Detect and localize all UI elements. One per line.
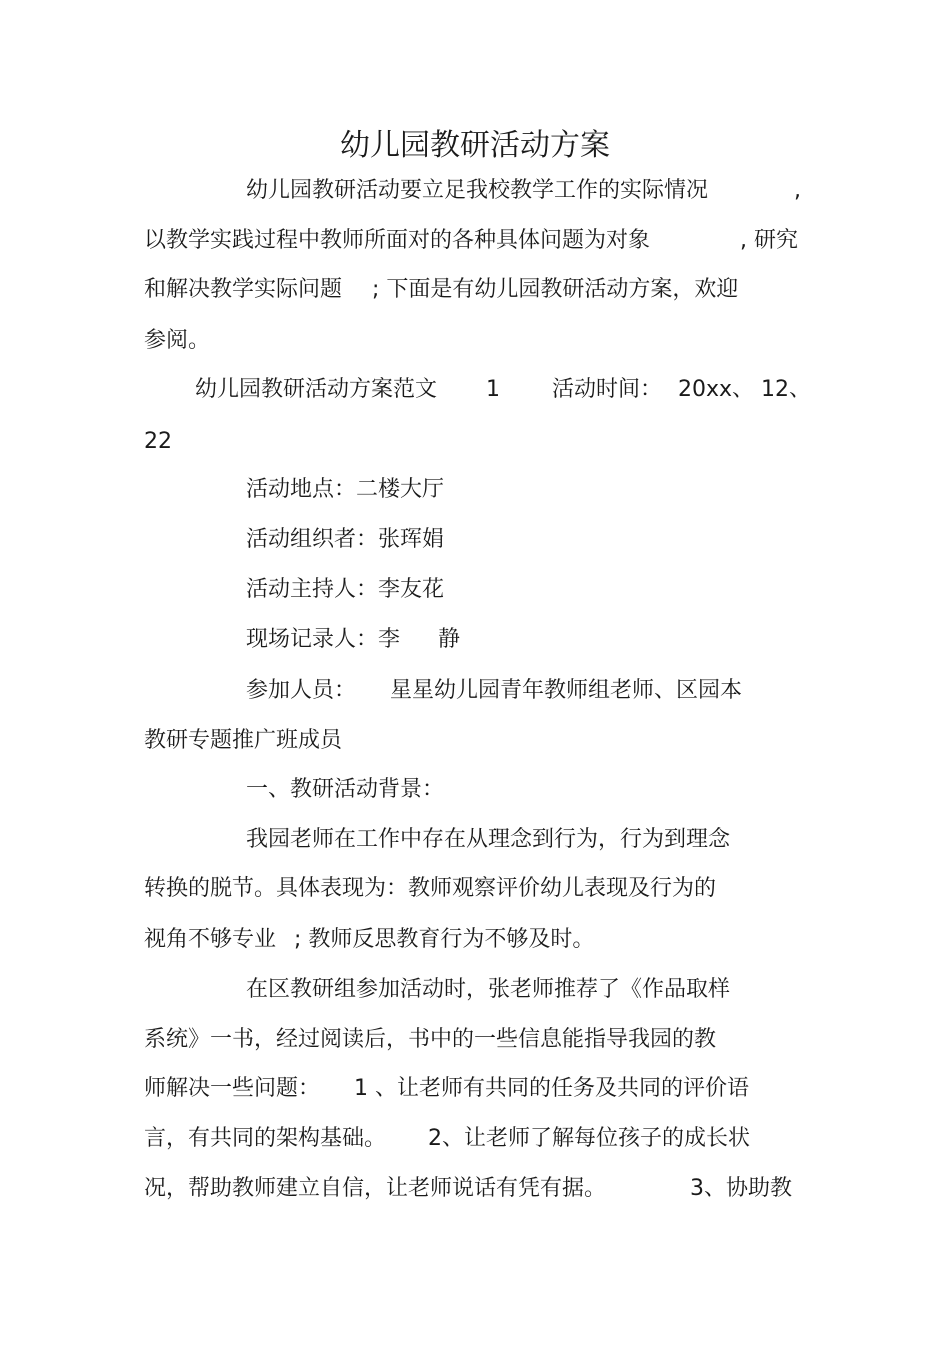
- document-title: 幼儿园教研活动方案: [340, 128, 610, 163]
- text-line: 我园老师在工作中存在从理念到行为，行为到理念: [246, 827, 731, 852]
- text-line: 静: [438, 627, 461, 652]
- text-line: ; 教师反思教育行为不够及时。: [294, 927, 595, 952]
- text-line: 师解决一些问题：: [144, 1076, 321, 1101]
- text-line: 况，帮助教师建立自信，让老师说话有凭有据。: [144, 1176, 607, 1201]
- text-line: 星星幼儿园青年教师组老师、区园本: [390, 678, 743, 703]
- text-line: 和解决教学实际问题: [144, 277, 343, 302]
- text-line: 活动时间：: [552, 377, 663, 402]
- text-line: 转换的脱节。具体表现为：教师观察评价幼儿表现及行为的: [144, 876, 717, 901]
- text-line: 活动组织者：张珲娟: [246, 527, 445, 552]
- text-line: 活动地点：二楼大厅: [246, 477, 445, 502]
- text-line: 现场记录人：李: [246, 627, 401, 652]
- text-line: 教研专题推广班成员: [144, 728, 343, 753]
- text-line: 幼儿园教研活动方案范文: [195, 377, 438, 402]
- text-line: ; 下面是有幼儿园教研活动方案，欢迎: [372, 277, 739, 302]
- text-line: 言，有共同的架构基础。: [144, 1126, 387, 1151]
- text-line: 1 、让老师有共同的任务及共同的评价语: [354, 1076, 749, 1101]
- text-line: ,: [794, 178, 801, 203]
- text-line: 一、教研活动背景：: [246, 777, 445, 802]
- text-line: 幼儿园教研活动要立足我校教学工作的实际情况: [246, 178, 709, 203]
- text-line: 参阅。: [144, 328, 211, 353]
- text-line: 20xx、 12、: [678, 377, 812, 402]
- text-line: 3、协助教: [690, 1176, 792, 1201]
- text-line: 系统》一书，经过阅读后，书中的一些信息能指导我园的教: [144, 1027, 717, 1052]
- text-line: 1: [486, 377, 500, 402]
- text-line: 活动主持人：李友花: [246, 577, 445, 602]
- text-line: 视角不够专业: [144, 927, 277, 952]
- text-line: 2、让老师了解每位孩子的成长状: [428, 1126, 750, 1151]
- text-line: 在区教研组参加活动时，张老师推荐了《作品取样: [246, 977, 731, 1002]
- text-line: 22: [144, 429, 172, 454]
- text-line: , 研究: [740, 228, 798, 253]
- text-line: 参加人员：: [246, 678, 357, 703]
- text-line: 以教学实践过程中教师所面对的各种具体问题为对象: [144, 228, 651, 253]
